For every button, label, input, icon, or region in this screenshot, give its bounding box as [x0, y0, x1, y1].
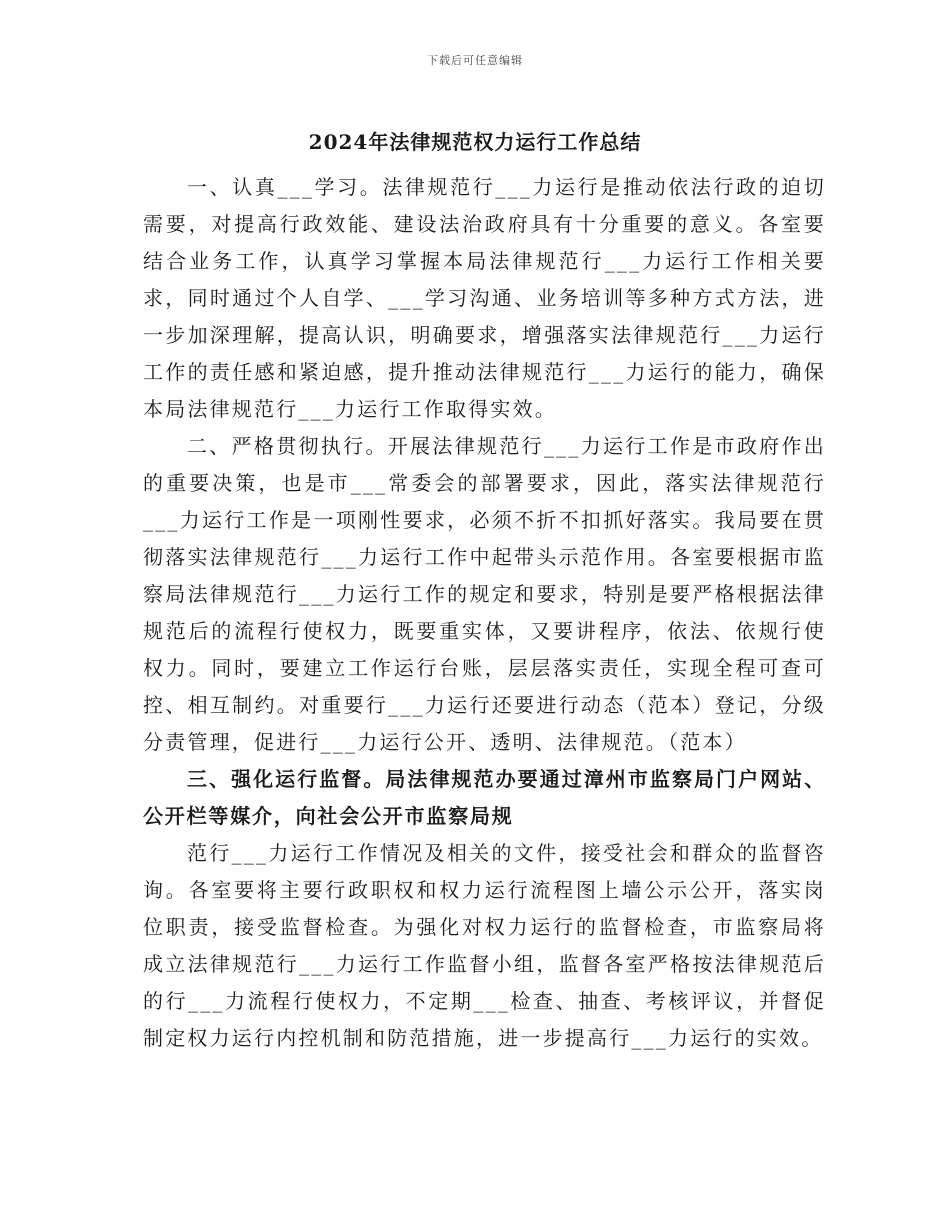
paragraph-supervision-heading: 三、强化运行监督。局法律规范办要通过漳州市监察局门户网站、公开栏等媒介，向社会公开市监察局规 — [143, 767, 826, 828]
document-body — [143, 169, 826, 1057]
paragraph-supervision-body: 范行___力运行工作情况及相关的文件，接受社会和群众的监督咨询。各室要将主要行政职权和权力运行流程图上墙公示公开，落实岗位职责，接受监督检查。为强化对权力运行的监督检查，市监察局将成立法律规范行___力运行工作监督小组，监督各室严格按法律规范后的行___力流程行使权力，不定期___检查、抽查、考核评议，并督促制定权力运行内控机制和防范措施，进一步提高行___力运行的实效。 — [143, 841, 826, 1050]
download-note: 下载后可任意编辑 — [427, 54, 523, 67]
document-title: 2024年法律规范权力运行工作总结 — [308, 130, 642, 154]
paragraph-study: 一、认真___学习。法律规范行___力运行是推动依法行政的迫切需要，对提高行政效能、建设法治政府具有十分重要的意义。各室要结合业务工作，认真学习掌握本局法律规范行___力运行工作相关要求，同时通过个人自学、___学习沟通、业务培训等多种方式方法，进一步加深理解，提高认识，明确要求，增强落实法律规范行___力运行工作的责任感和紧迫感，提升推动法律规范行___力运行的能力，确保本局法律规范行___力运行工作取得实效。 — [143, 175, 826, 421]
paragraph-implementation: 二、严格贯彻执行。开展法律规范行___力运行工作是市政府作出的重要决策，也是市___常委会的部署要求，因此，落实法律规范行___力运行工作是一项刚性要求，必须不折不扣抓好落实。我局要在贯彻落实法律规范行___力运行工作中起带头示范作用。各室要根据市监察局法律规范行___力运行工作的规定和要求，特别是要严格根据法律规范后的流程行使权力，既要重实体，又要讲程序，依法、依规行使权力。同时，要建立工作运行台账，层层落实责任，实现全程可查可控、相互制约。对重要行___力运行还要进行动态（范本）登记，分级分责管理，促进行___力运行公开、透明、法律规范。（范本） — [143, 434, 826, 754]
